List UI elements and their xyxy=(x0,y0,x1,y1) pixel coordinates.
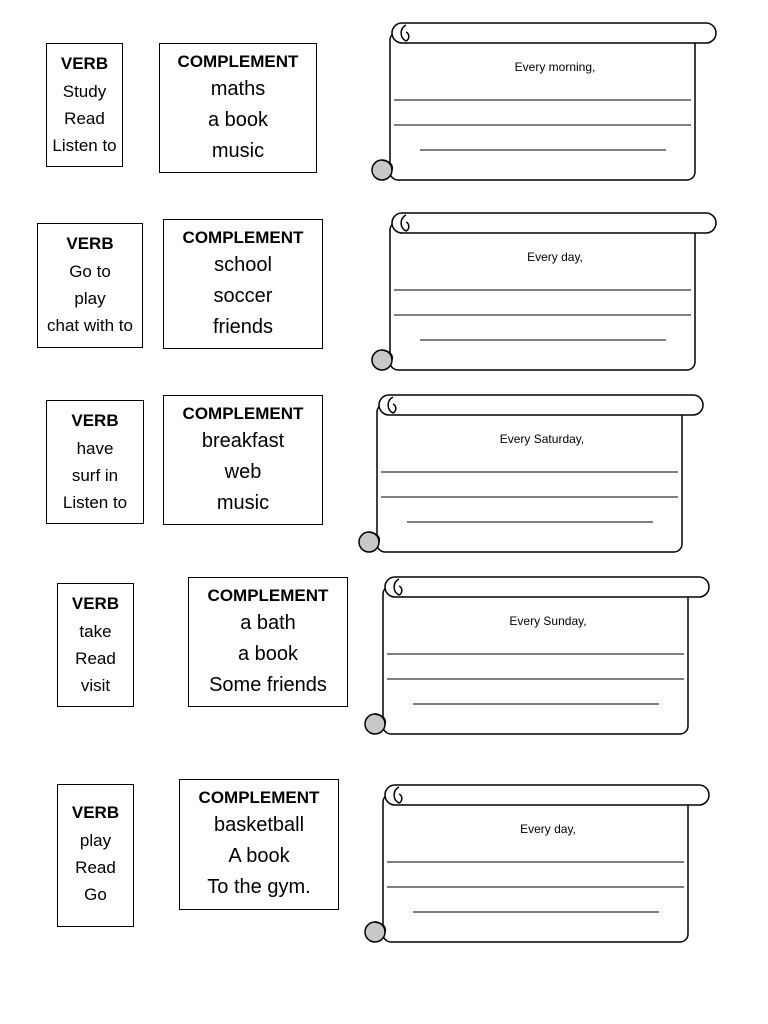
scroll-prompt: Every Sunday, xyxy=(509,614,587,628)
verb-item: Read xyxy=(64,109,105,128)
verb-item: have xyxy=(76,439,114,458)
scroll-card-2 xyxy=(370,210,720,375)
verb-heading: VERB xyxy=(60,54,109,73)
complement-heading: COMPLEMENT xyxy=(177,52,299,71)
complement-item: A book xyxy=(228,845,290,867)
scroll-prompt: Every Saturday, xyxy=(499,432,585,446)
complement-heading: COMPLEMENT xyxy=(207,586,329,605)
complement-item: a book xyxy=(237,643,299,665)
verb-item: play xyxy=(79,831,112,850)
complement-item: school xyxy=(214,254,272,276)
verb-heading: VERB xyxy=(71,411,119,430)
scroll-prompt: Every day, xyxy=(527,250,583,264)
verb-item: surf in xyxy=(71,466,119,485)
verb-box-5 xyxy=(57,784,134,927)
complement-heading: COMPLEMENT xyxy=(182,404,304,423)
complement-item: Some friends xyxy=(209,674,327,696)
complement-box-5 xyxy=(179,779,339,910)
complement-item: web xyxy=(224,461,262,483)
verb-item: Study xyxy=(62,82,107,101)
complement-box-2 xyxy=(163,219,323,349)
complement-heading: COMPLEMENT xyxy=(198,788,320,807)
complement-item: To the gym. xyxy=(207,876,311,898)
verb-item: Read xyxy=(75,649,116,668)
verb-item: Listen to xyxy=(52,136,117,155)
complement-item: music xyxy=(211,140,265,162)
scroll-card-4 xyxy=(363,574,713,739)
complement-item: a book xyxy=(207,109,269,131)
verb-item: Go xyxy=(84,885,107,904)
complement-item: soccer xyxy=(213,285,273,307)
complement-item: music xyxy=(216,492,270,514)
complement-item: a bath xyxy=(240,612,296,634)
verb-item: Read xyxy=(75,858,116,877)
scroll-icon xyxy=(357,392,707,557)
verb-item: take xyxy=(79,622,112,641)
complement-item: friends xyxy=(212,316,274,338)
verb-heading: VERB xyxy=(71,594,120,613)
scroll-card-3 xyxy=(357,392,707,557)
complement-heading: COMPLEMENT xyxy=(182,228,304,247)
scroll-icon xyxy=(370,20,720,185)
verb-heading: VERB xyxy=(71,803,120,822)
verb-item: chat with to xyxy=(47,316,133,335)
verb-box-2 xyxy=(37,223,143,348)
scroll-icon xyxy=(370,210,720,375)
verb-item: Listen to xyxy=(62,493,128,512)
complement-box-3 xyxy=(163,395,323,525)
scroll-icon xyxy=(363,782,713,947)
scroll-card-1 xyxy=(370,20,720,185)
complement-box-4 xyxy=(188,577,348,707)
scroll-prompt: Every day, xyxy=(520,822,576,836)
verb-heading: VERB xyxy=(66,234,114,253)
verb-item: Go to xyxy=(69,262,111,281)
verb-box-1 xyxy=(46,43,123,167)
scroll-prompt: Every morning, xyxy=(514,60,596,74)
verb-box-3 xyxy=(46,400,144,524)
complement-item: basketball xyxy=(213,814,305,836)
verb-box-4 xyxy=(57,583,134,707)
complement-item: breakfast xyxy=(201,430,285,452)
complement-box-1 xyxy=(159,43,317,173)
complement-item: maths xyxy=(210,78,266,100)
scroll-card-5 xyxy=(363,782,713,947)
scroll-icon xyxy=(363,574,713,739)
verb-item: visit xyxy=(80,676,111,695)
verb-item: play xyxy=(74,289,106,308)
